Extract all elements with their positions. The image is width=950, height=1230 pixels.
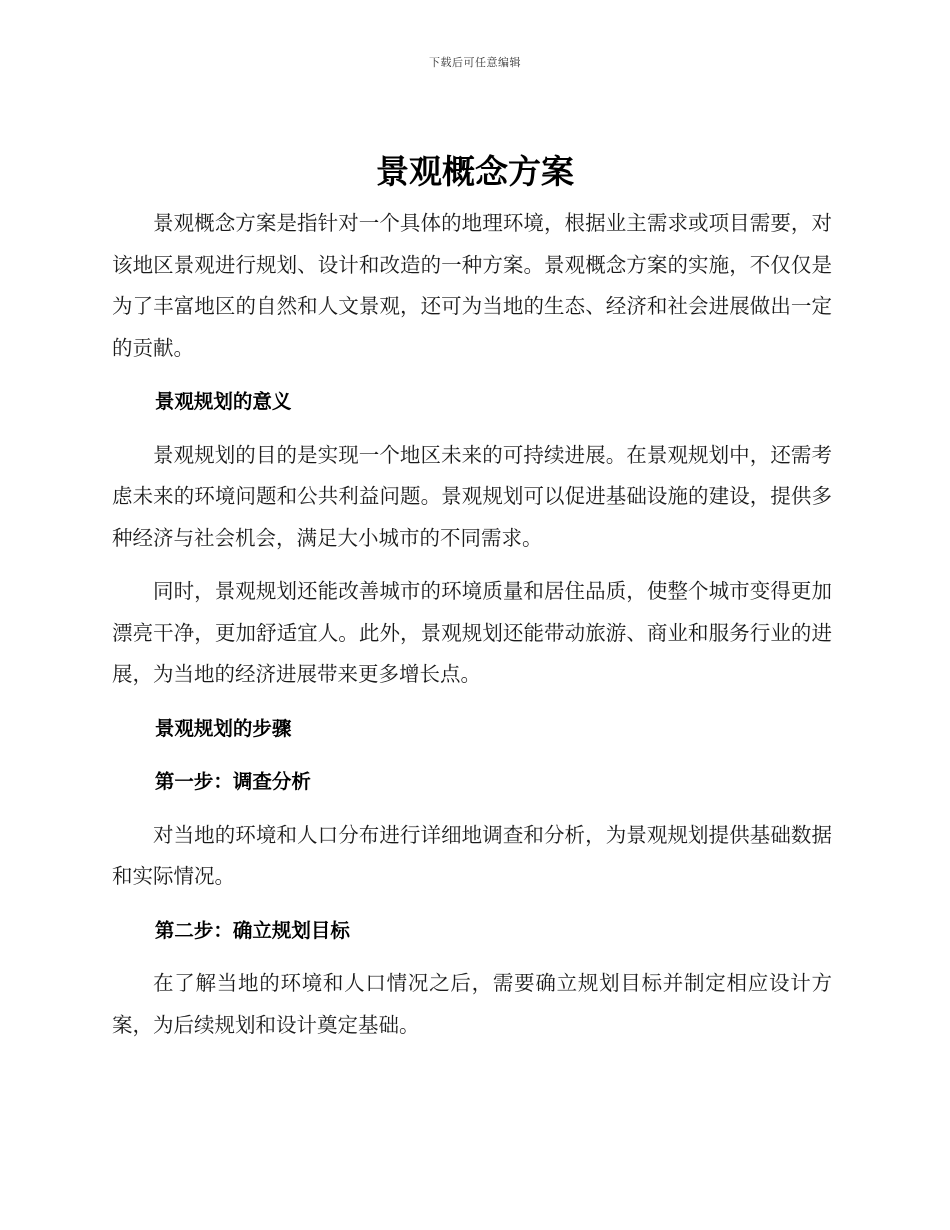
step-heading-2: 第二步：确立规划目标 xyxy=(154,918,350,942)
paragraph-significance-1: 景观规划的目的是实现一个地区未来的可持续进展。在景观规划中，还需考虑未来的环境问题和公共利益问题。景观规划可以促进基础设施的建设，提供多种经济与社会机会，满足大小城市的不同需求。 xyxy=(112,442,832,550)
paragraph-intro: 景观概念方案是指针对一个具体的地理环境，根据业主需求或项目需要，对该地区景观进行规划、设计和改造的一种方案。景观概念方案的实施，不仅仅是为了丰富地区的自然和人文景观，还可为当地的生态、经济和社会进展做出一定的贡献。 xyxy=(112,211,832,360)
paragraph-significance-2: 同时，景观规划还能改善城市的环境质量和居住品质，使整个城市变得更加漂亮干净，更加舒适宜人。此外，景观规划还能带动旅游、商业和服务行业的进展，为当地的经济进展带来更多增长点。 xyxy=(112,579,832,686)
paragraph-step-1: 对当地的环境和人口分布进行详细地调查和分析，为景观规划提供基础数据和实际情况。 xyxy=(112,822,832,888)
step-heading-1: 第一步：调查分析 xyxy=(154,770,311,793)
document-title: 景观概念方案 xyxy=(376,152,574,191)
section-heading-steps: 景观规划的步骤 xyxy=(154,716,292,740)
section-heading-significance: 景观规划的意义 xyxy=(154,390,292,413)
page-header: 下载后可任意编辑 xyxy=(429,56,521,69)
paragraph-step-2: 在了解当地的环境和人口情况之后，需要确立规划目标并制定相应设计方案，为后续规划和设计奠定基础。 xyxy=(112,971,832,1037)
document-body xyxy=(112,203,832,1046)
